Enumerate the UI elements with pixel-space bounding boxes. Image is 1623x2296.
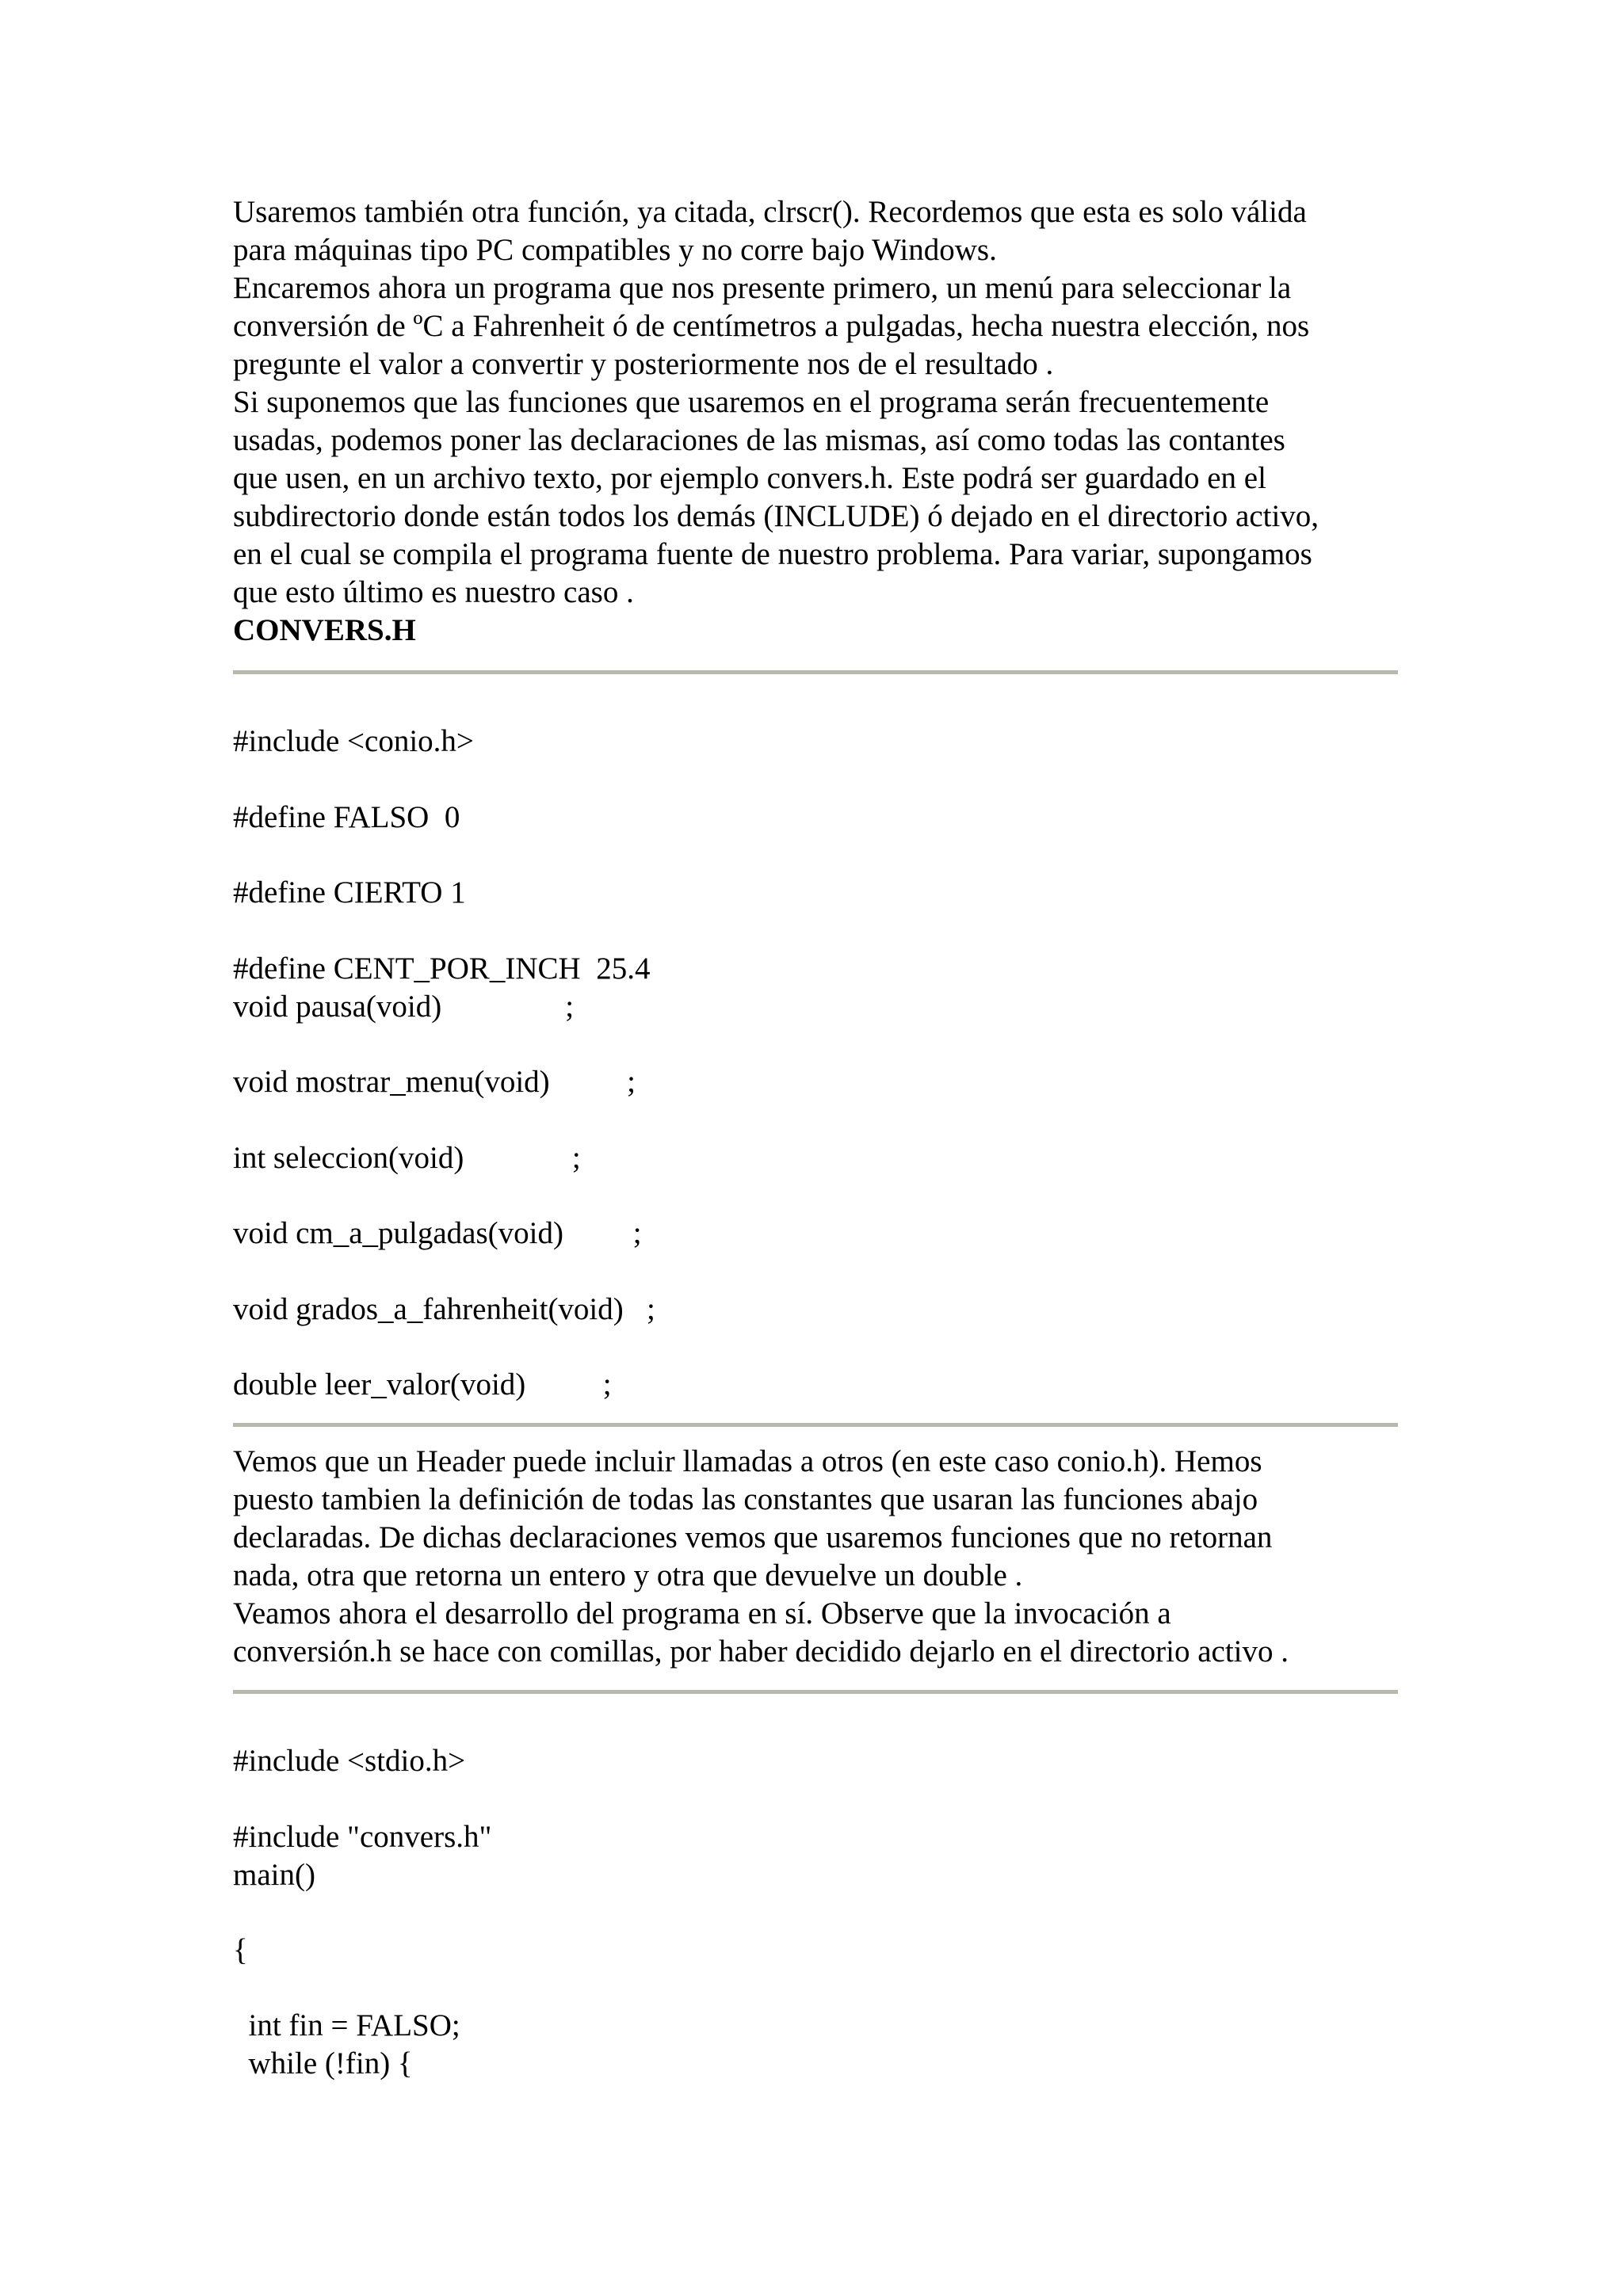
code-line: #include "convers.h"	[233, 1820, 492, 1854]
section-heading: CONVERS.H	[233, 613, 416, 647]
code-line: double leer_valor(void) ;	[233, 1367, 612, 1402]
divider-bottom	[233, 1690, 1398, 1694]
code-line: main()	[233, 1858, 315, 1892]
middle-paragraph-2: Veamos ahora el desarrollo del programa en sí. Observe que la invocación a conversión.h se hace con comillas, por haber decidido dejarlo en el directorio activo .	[233, 1596, 1289, 1669]
code-line: #define CENT_POR_INCH 25.4	[233, 952, 651, 986]
code-line: #include <stdio.h>	[233, 1744, 466, 1778]
code-line: while (!fin) {	[233, 2046, 413, 2081]
intro-paragraph-1: Usaremos también otra función, ya citada, clrscr(). Recordemos que esta es solo válida para máquinas tipo PC compatibles y no corre bajo Windows.	[233, 195, 1307, 267]
code-line: void grados_a_fahrenheit(void) ;	[233, 1292, 655, 1326]
code-line: int fin = FALSO;	[233, 2008, 460, 2042]
code-line: #define CIERTO 1	[233, 875, 466, 910]
code-line: #define FALSO 0	[233, 800, 460, 834]
middle-paragraph-1: Vemos que un Header puede incluir llamadas a otros (en este caso conio.h). Hemos puesto tambien la definición de todas las constantes que usaran las funciones abajo declaradas. De dichas declaraciones vemos que usaremos funciones que no retornan nada, otra que retorna un entero y otra que devuelve un double .	[233, 1444, 1273, 1592]
code-line: #include <conio.h>	[233, 724, 474, 758]
code-line: void mostrar_menu(void) ;	[233, 1065, 636, 1099]
code-line: {	[233, 1933, 248, 1967]
intro-paragraph-2: Encaremos ahora un programa que nos presente primero, un menú para seleccionar la conversión de ºC a Fahrenheit ó de centímetros a pulgadas, hecha nuestra elección, nos pregunte el valor a convertir y posteriormente nos de el resultado .	[233, 271, 1310, 381]
divider-middle	[233, 1423, 1398, 1427]
code-line: void pausa(void) ;	[233, 990, 575, 1024]
code-line: void cm_a_pulgadas(void) ;	[233, 1216, 642, 1250]
code-line: int seleccion(void) ;	[233, 1141, 581, 1175]
intro-paragraph-3: Si suponemos que las funciones que usaremos en el programa serán frecuentemente usadas, podemos poner las declaraciones de las mismas, así como todas las contantes que usen, en un archivo texto, por ejemplo convers.h. Este podrá ser guardado en el subdirectorio donde están todos los demás (INCLUDE) ó dejado en el directorio activo, en el cual se compila el programa fuente de nuestro problema. Para variar, supongamos que esto último es nuestro caso .	[233, 385, 1319, 609]
divider-top	[233, 670, 1398, 674]
